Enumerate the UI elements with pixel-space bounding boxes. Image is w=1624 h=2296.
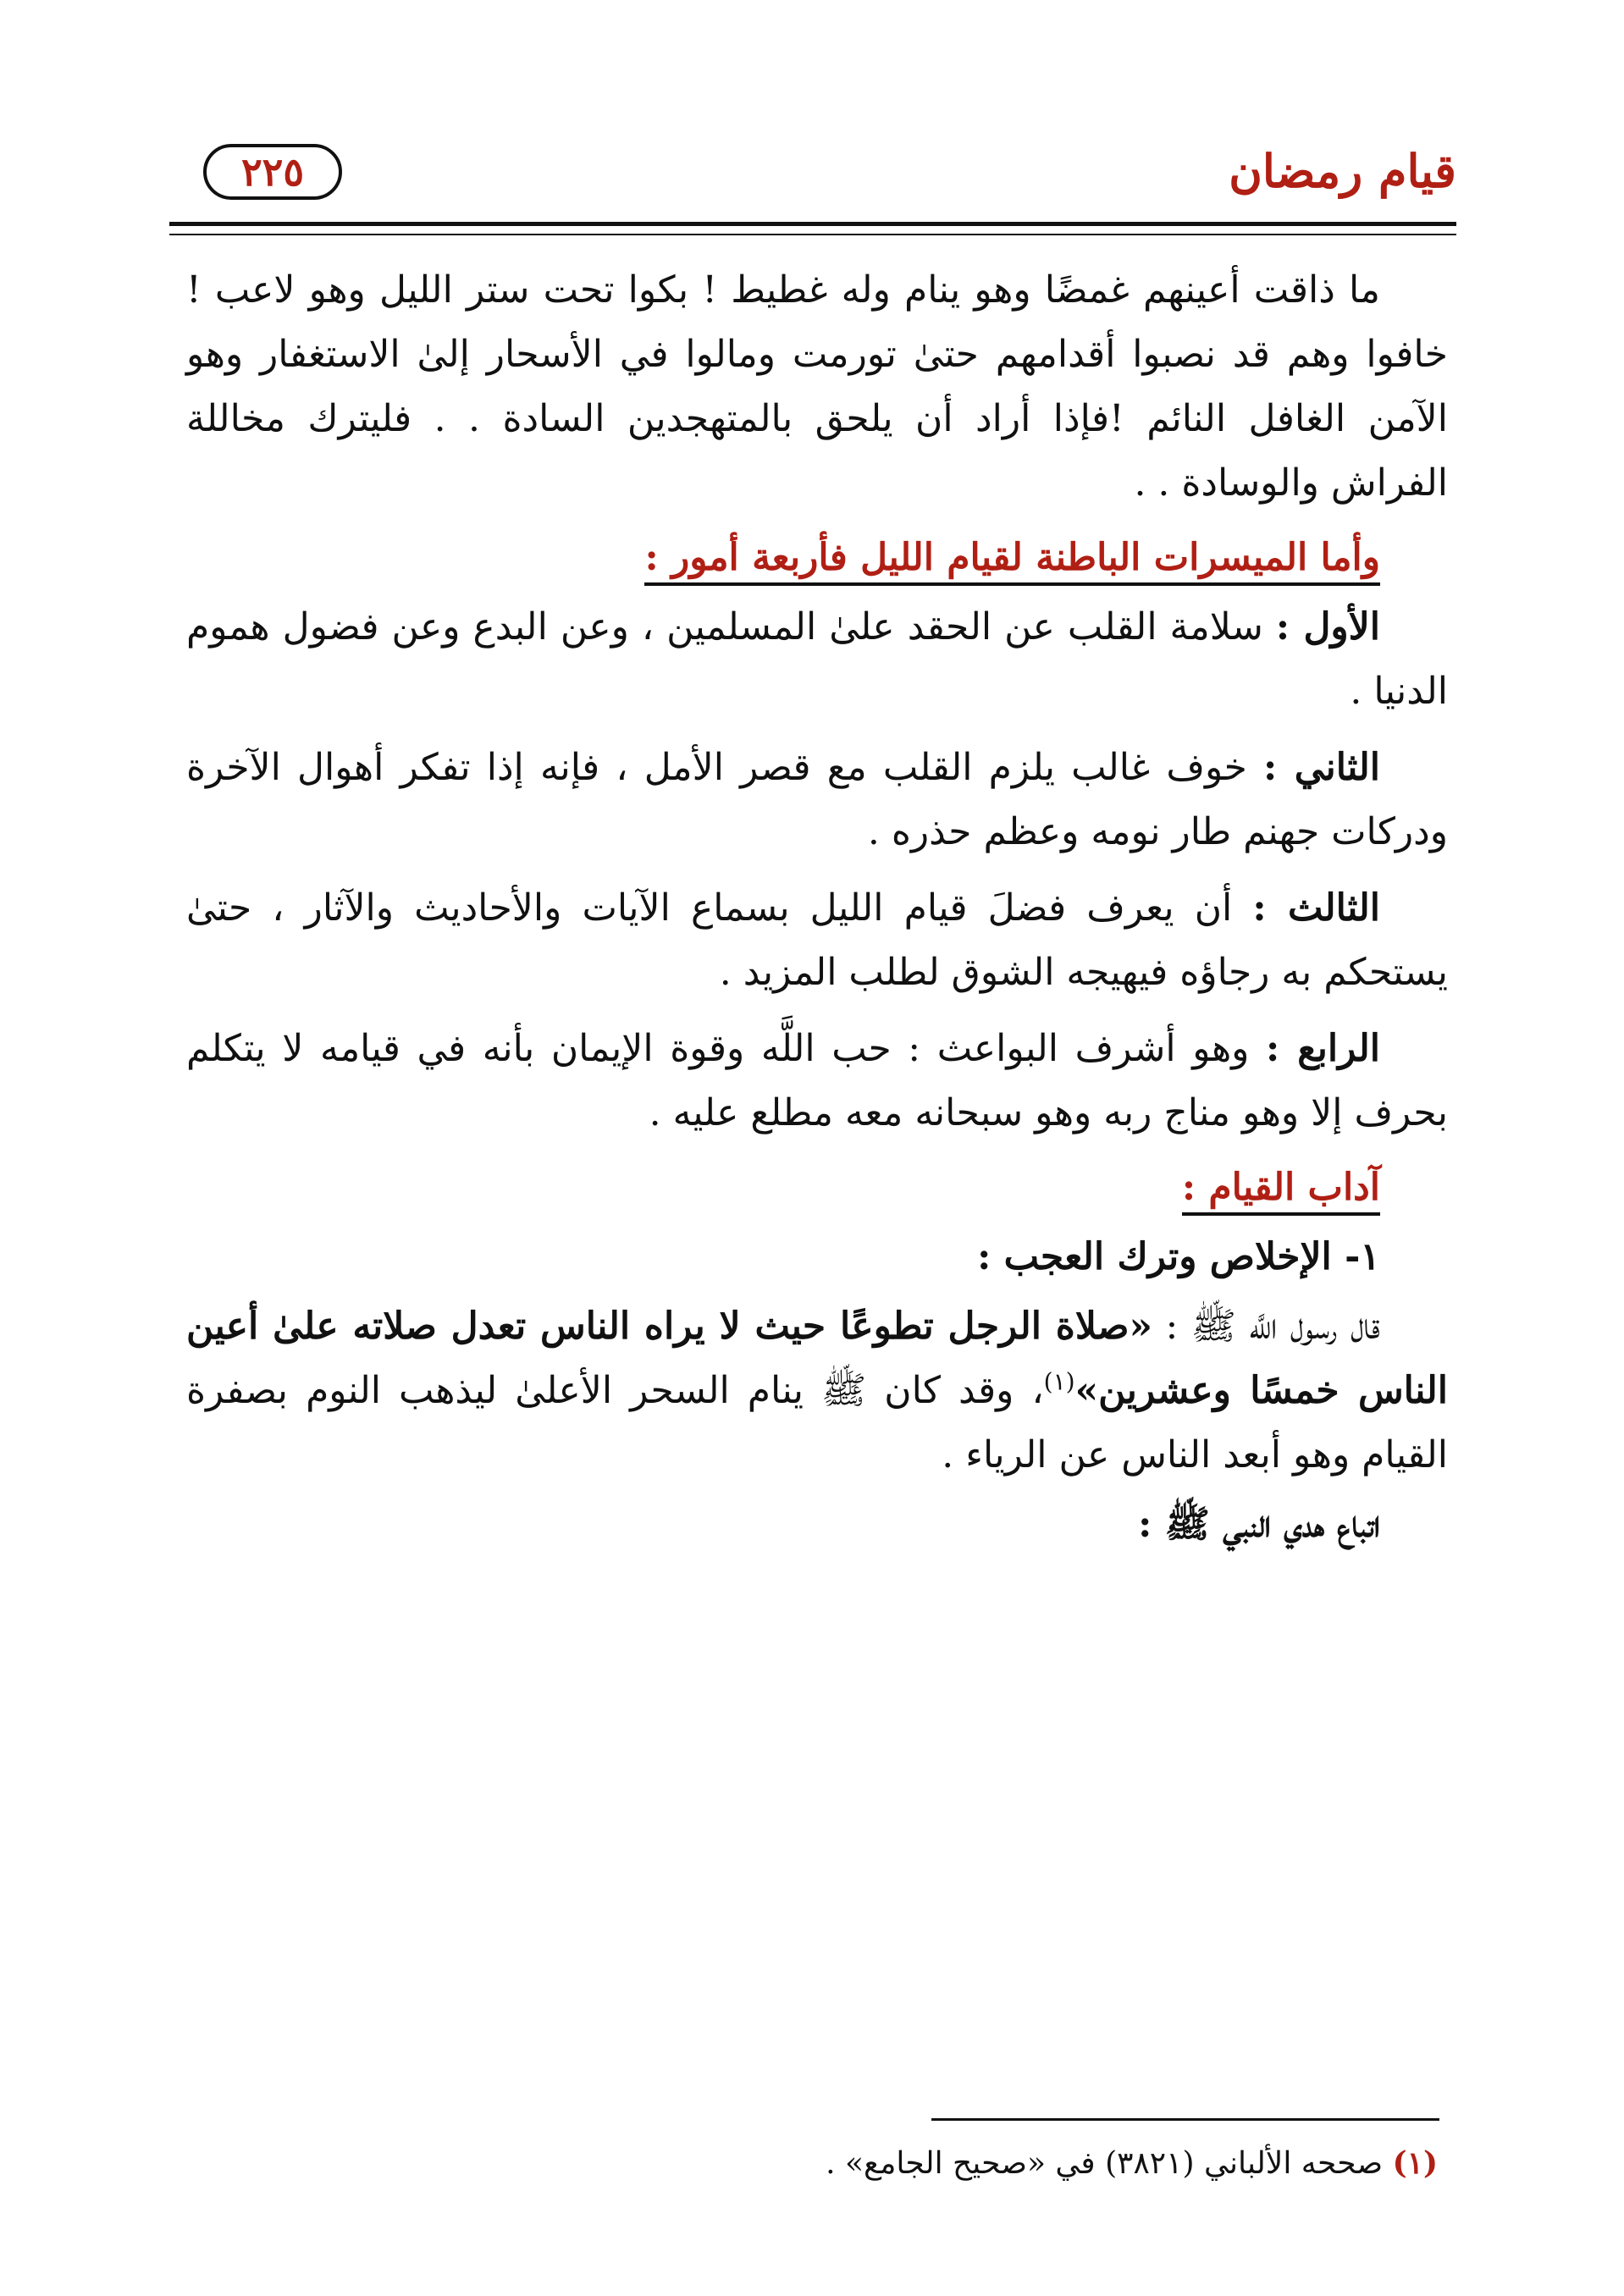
footnote-number: (١) — [1392, 2145, 1438, 2181]
section-heading-facilitators — [186, 526, 1448, 590]
list-item-second-lead: الثاني : — [1263, 746, 1381, 789]
section-heading-etiquette — [186, 1156, 1448, 1220]
spacer — [186, 864, 1448, 876]
footnote-text: صححه الألباني (٣٨٢١) في «صحيح الجامع» . — [826, 2146, 1393, 2181]
paragraph-intro: ما ذاقت أعينهم غمضًا وهو ينام وله غطيط ! بكوا تحت ستر الليل وهو لاعب ! خافوا وهم قد نصبوا أقدامهم حتىٰ تورمت ومالوا في الأسحار إلىٰ الاستغفار وهو الآمن الغافل النائم !فإذا أراد أن يلحق بالمتهجدين السادة . . فليترك مخاللة الفراش والوسادة . . — [186, 268, 1448, 505]
subheading-following-guidance: اتباع هدي النبي ﷺ : — [1138, 1503, 1380, 1546]
list-item-third-lead: الثالث : — [1252, 886, 1380, 930]
hadith-continuation: ، وقد كان ﷺ ينام السحر الأعلىٰ ليذهب النوم بصفرة القيام وهو أبعد الناس عن الرياء . — [186, 1369, 1448, 1476]
list-item-fourth-lead: الرابع : — [1266, 1027, 1380, 1070]
page-header — [169, 127, 1456, 220]
spacer — [186, 724, 1448, 736]
body-text — [186, 258, 1448, 1562]
list-item-second — [186, 736, 1448, 864]
page-number: ٢٢٥ — [203, 144, 342, 200]
list-item-third-text: أن يعرف فضلَ قيام الليل بسماع الآيات والأحاديث والآثار ، حتىٰ يستحكم به رجاؤه فيهيجه الشوق لطلب المزيد . — [186, 886, 1448, 994]
hadith-quote: «صلاة الرجل تطوعًا حيث لا يراه الناس تعدل صلاته علىٰ أعين الناس خمسًا وعشرين» — [186, 1305, 1448, 1412]
spacer — [186, 1005, 1448, 1017]
section-heading-facilitators-text: وأما الميسرات الباطنة لقيام الليل فأربعة أمور : — [644, 536, 1380, 586]
list-item-first — [186, 595, 1448, 724]
footnote-rule — [931, 2118, 1439, 2121]
footnote-reference: (١) — [1043, 1367, 1075, 1396]
list-item-second-text: خوف غالب يلزم القلب مع قصر الأمل ، فإنه إذا تفكر أهوال الآخرة ودركات جهنم طار نومه وعظم حذره . — [186, 746, 1448, 853]
subheading-sincerity: ١- الإخلاص وترك العجب : — [977, 1235, 1380, 1278]
hadith-intro: قال رسول اللَّه ﷺ : — [1152, 1305, 1380, 1348]
list-item-fourth — [186, 1017, 1448, 1145]
list-item-fourth-text: وهو أشرف البواعث : حب اللَّه وقوة الإيمان بأنه في قيامه لا يتكلم بحرف إلا وهو مناج ربه وهو سبحانه معه مطلع عليه . — [186, 1027, 1448, 1134]
list-item-third — [186, 876, 1448, 1005]
paragraph-hadith — [186, 1294, 1448, 1487]
header-rule-thin — [169, 234, 1456, 235]
list-item-first-text: سلامة القلب عن الحقد علىٰ المسلمين ، وعن البدع وعن فضول هموم الدنيا . — [186, 605, 1448, 713]
header-rule-thick — [169, 222, 1456, 226]
running-title: قيام رمضان — [1229, 144, 1456, 198]
section-heading-etiquette-text: آداب القيام : — [1182, 1166, 1380, 1216]
list-item-first-lead: الأول : — [1275, 605, 1380, 649]
footnote — [826, 2142, 1438, 2185]
